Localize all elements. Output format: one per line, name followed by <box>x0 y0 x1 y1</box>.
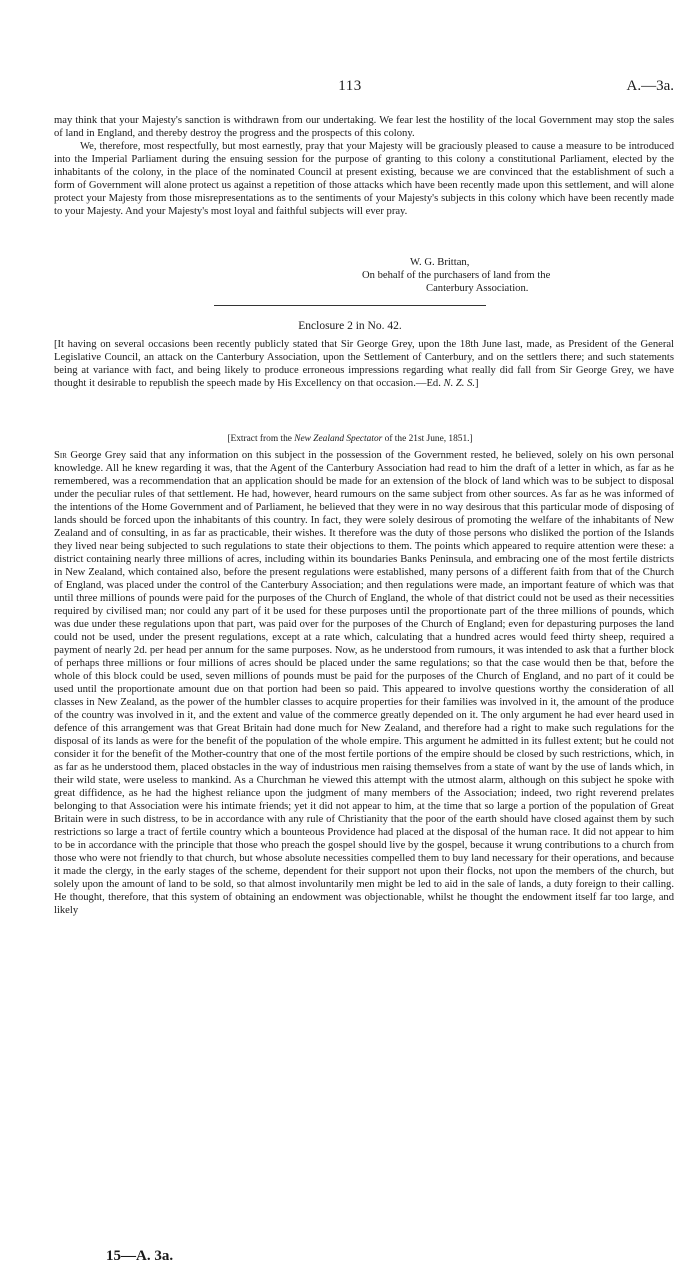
petition-text <box>54 114 674 218</box>
page-number: 113 <box>338 78 362 94</box>
document-reference: A.—3a. <box>626 78 674 94</box>
speech-body: George Grey said that any information on this subject in the possession of the Government rested, he believed, solely on his own personal knowledge. All he knew regarding it was, that the Agent of the Canterbury Association had read to him the draft of a letter in which, as far as he remembered, was a recommendation that an application should be made for an extension of the block of land which was to be subject to disposal under the peculiar rules of that settlement. He had, however, heard rumours on the same subject from other sources. As far as he was informed of the intentions of the Home Government and of Parliament, he believed that they were in no way desirous that this particular mode of disposing of lands should be forced upon the inhabitants of this country. In fact, they were solely desirous of promoting the welfare of the inhabitants of New Zealand and of consulting, in as far as practicable, their wishes. It therefore was the duty of those persons who disliked the portion of the Islands they lived near being subjected to such regulations to state their objections to them. The points which appeared to require attention were these: a district containing nearly three millions of acres, including within its boundaries Banks Peninsula, and embracing one of the most fertile districts in New Zealand, which contained also, before the present regulations were established, many persons of a different faith from that of the Church of England, was placed under the control of the Canterbury Association; and then regulations were made, an important feature of which was that until three millions of pounds were paid for the purposes of the Church of England, the whole of that district could not be used as their necessities required by civilised man; nor could any part of it be used for these purposes until the proportionate part of the three millions of pounds, which was due under these regulations upon that part, was paid over for the purposes of the Church of England; even for depasturing purposes the land could not be used, under the present regulations, except at a rate which, calculating that a hundred acres would feed thirty sheep, required a payment of nearly 2d. per head per annum for the same purposes. Now, as he understood from rumours, it was intended to ask that a further block of perhaps three millions or four millions of acres should be placed under the same regulations; so that the case would then be that, before the whole of this block could be used, seven millions of pounds must be paid for the purposes of the Church of England, and no part of it could be used until the proportionate amount due on that portion had been so paid. This appeared to involve questions worthy the consideration of all classes in New Zealand, as the power of the humbler classes to acquire properties for their families was involved in it, the amount of the produce of the country was involved in it, and the extent and value of the commerce greatly depended on it. The only argument he had ever heard used in defence of this arrangement was that Great Britain had done much for New Zealand, and therefore had a right to make such regulations for the disposal of its lands as were for the benefit of the population of the whole empire. This argument he admitted in its fullest extent; but he could not consider it for the benefit of the Mother-country that one of the most fertile portions of the empire should be closed by such restrictions, which, in as far as he understood them, placed obstacles in the way of industrious men raising themselves from a state of want by the use of lands which, in their wild state, were useless to mankind. As a Churchman he viewed this attempt with the utmost alarm, although on this subject he spoke with great diffidence, as he had the highest reliance upon the judgment of many members of the Association; indeed, two right reverend prelates belonging to that Association were his intimate friends; yet it did not appear to him, at the time that so large a portion of the population of Great Britain were in such distress, to be in accordance with any rule of Christianity that the poor of the earth should have closed against them by such restrictions so large a tract of fertile country which a bounteous Providence had placed at the disposal of the human race. It did not appear to him to be in accordance with the principle that those who preach the gospel should live by the gospel, because it wrung contributions to a church from those who were not friendly to that church, but whose absolute necessities compelled them to buy land necessary for their operations, and because it made the clergy, in the early stages of the scheme, dependent for their support not upon their flocks, not upon the members of the church, but solely upon the amount of land to be sold, so that almost involuntarily men might be led to aid in the sale of lands, a duty foreign to their calling. He thought, therefore, that this system of obtaining an endowment was objectionable, whilst he thought the endowment itself far too large, and likely <box>54 450 674 916</box>
extract-source-date: of the 21st June, 1851.] <box>384 434 473 444</box>
extract-source-newspaper: New Zealand Spectator <box>294 434 383 444</box>
section-divider <box>214 305 486 306</box>
footer-signature: 15—A. 3a. <box>106 1248 174 1264</box>
petition-paragraph-1: may think that your Majesty's sanction is withdrawn from our undertaking. We fear lest the hostility of the local Government may stop the sales of land in England, and thereby destroy the progress and the prospects of this colony. <box>54 115 674 139</box>
speech-lead-word: Sir <box>54 450 67 461</box>
editor-note <box>54 338 674 390</box>
editor-note-initials: N. Z. S. <box>443 378 476 389</box>
petition-signatory-line-2: On behalf of the purchasers of land from the <box>362 270 551 281</box>
petition-signatory: W. G. Brittan, <box>410 257 470 268</box>
petition-signatory-line-3: Canterbury Association. <box>426 283 529 294</box>
editor-note-text: [It having on several occasions been recently publicly stated that Sir George Grey, upon the 18th June last, made, as President of the General Legislative Council, an attack on the Canterbury Association, upon the Settlement of Canterbury, and on the settlers there; and such statements being at variance with fact, and being likely to produce erroneous impressions regarding what really did fall from Sir George Grey, we have thought it desirable to republish the speech made by His Excellency on that occasion.—Ed. <box>54 339 674 389</box>
extract-source <box>0 434 700 444</box>
editor-note-close: ] <box>475 378 479 389</box>
extract-source-prefix: [Extract from the <box>227 434 292 444</box>
speech-text <box>54 449 674 917</box>
enclosure-title: Enclosure 2 in No. 42. <box>298 320 402 332</box>
petition-paragraph-2: We, therefore, most respectfully, but most earnestly, pray that your Majesty will be graciously pleased to cause a measure to be introduced into the Imperial Parliament during the ensuing session for the purpose of granting to this colony a constitutional Parliament, elected by the inhabitants of the colony, in the place of the nominated Council at present existing, because we are convinced that the establishment of such a form of Government will alone protect us against a repetition of those attacks which have been recently made upon this settlement, and will alone protect your Majesty from those misrepresentations as to the sentiments of your Majesty's subjects in this colony which have been recently made to your Majesty. And your Majesty's most loyal and faithful subjects will ever pray. <box>54 141 674 217</box>
